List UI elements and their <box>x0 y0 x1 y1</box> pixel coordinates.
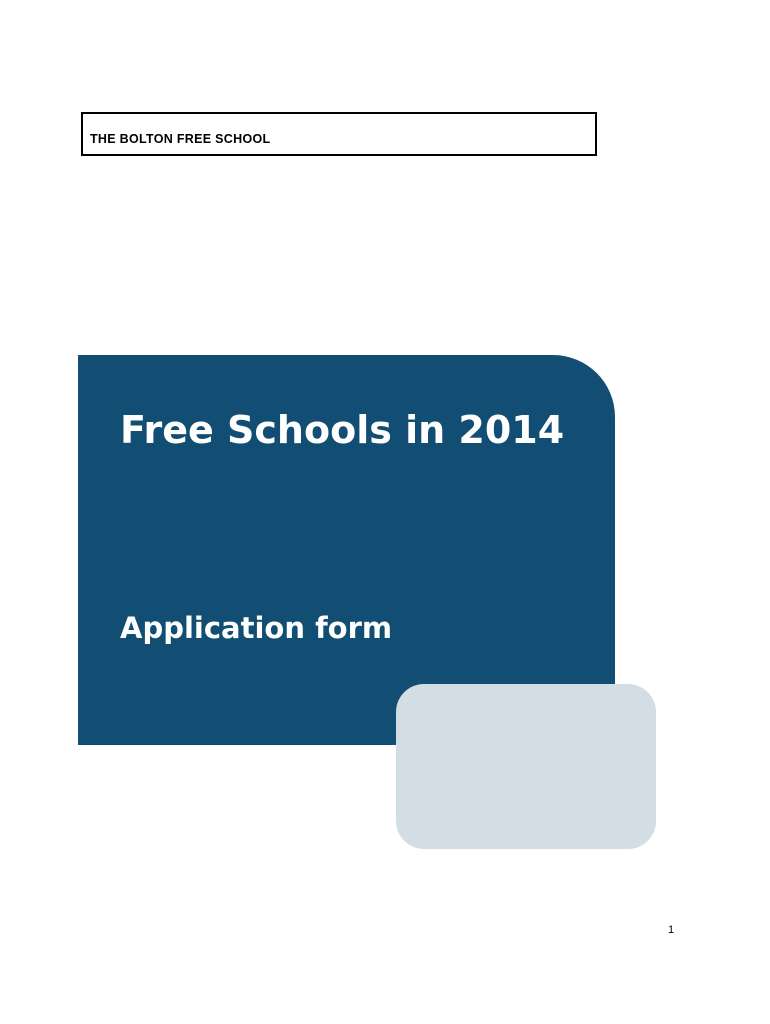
cover-subtitle: Application form <box>120 611 393 645</box>
school-name-box <box>81 112 597 156</box>
cover-title: Free Schools in 2014 <box>120 408 565 452</box>
page-number: 1 <box>668 924 675 936</box>
school-name: THE BOLTON FREE SCHOOL <box>90 132 271 146</box>
accent-box <box>396 684 656 849</box>
